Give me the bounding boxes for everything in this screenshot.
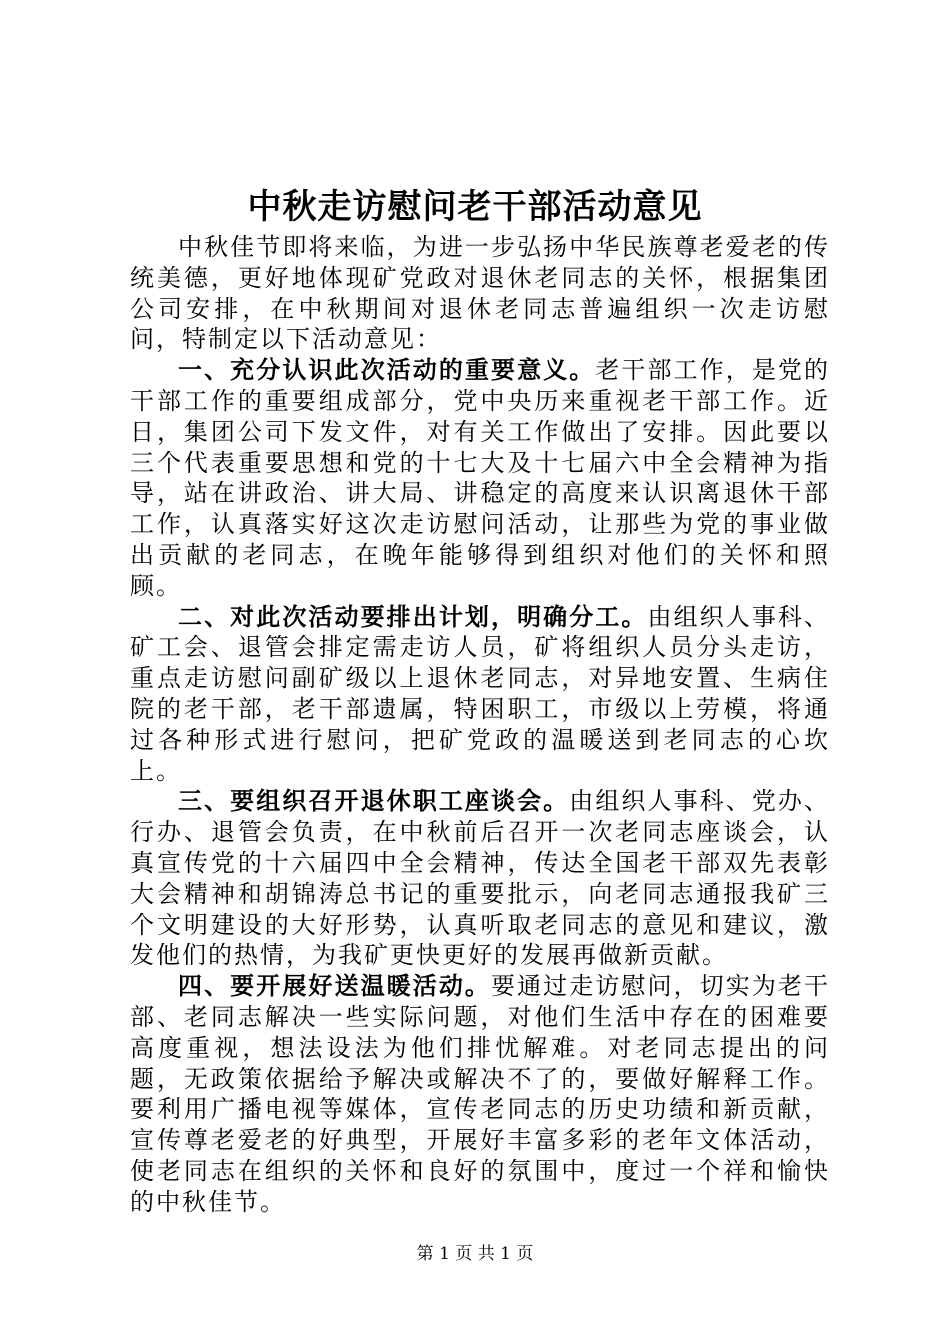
section-paragraph-1 <box>130 355 830 601</box>
section-text-2: 由组织人事科、矿工会、退管会排定需走访人员，矿将组织人员分头走访，重点走访慰问副矿级以上退休老同志，对异地安置、生病住院的老干部，老干部遗属，特困职工，市级以上劳模，将通过各种形式进行慰问，把矿党政的温暖送到老同志的心坎上。 <box>130 602 830 785</box>
section-paragraph-3 <box>130 786 830 971</box>
section-paragraph-2 <box>130 602 830 787</box>
section-text-4: 要通过走访慰问，切实为老干部、老同志解决一些实际问题，对他们生活中存在的困难要高度重视，想法设法为他们排忧解难。对老同志提出的问题，无政策依据给予解决或解决不了的，要做好解释工作。要利用广播电视等媒体，宣传老同志的历史功绩和新贡献，宣传尊老爱老的好典型，开展好丰富多彩的老年文体活动，使老同志在组织的关怀和良好的氛围中，度过一个祥和愉快的中秋佳节。 <box>130 972 830 1216</box>
section-heading-4: 四、要开展好送温暖活动。 <box>178 972 491 1001</box>
section-heading-2: 二、对此次活动要排出计划，明确分工。 <box>178 602 648 631</box>
section-paragraph-4 <box>130 971 830 1217</box>
document-title: 中秋走访慰问老干部活动意见 <box>247 187 703 227</box>
section-text-3: 由组织人事科、党办、行办、退管会负责，在中秋前后召开一次老同志座谈会，认真宣传党的十六届四中全会精神，传达全国老干部双先表彰大会精神和胡锦涛总书记的重要批示，向老同志通报我矿三个文明建设的大好形势，认真听取老同志的意见和建议，激发他们的热情，为我矿更快更好的发展再做新贡献。 <box>130 787 830 970</box>
document-body <box>130 232 830 1218</box>
section-heading-3: 三、要组织召开退休职工座谈会。 <box>178 787 570 816</box>
section-heading-1: 一、充分认识此次活动的重要意义。 <box>178 356 596 385</box>
page-number-footer: 第 1 页 共 1 页 <box>416 1244 534 1264</box>
intro-paragraph: 中秋佳节即将来临，为进一步弘扬中华民族尊老爱老的传统美德，更好地体现矿党政对退休老同志的关怀，根据集团公司安排，在中秋期间对退休老同志普遍组织一次走访慰问，特制定以下活动意见： <box>130 233 830 354</box>
section-text-1: 老干部工作，是党的干部工作的重要组成部分，党中央历来重视老干部工作。近日，集团公司下发文件，对有关工作做出了安排。因此要以三个代表重要思想和党的十七大及十七届六中全会精神为指导，站在讲政治、讲大局、讲稳定的高度来认识离退休干部工作，认真落实好这次走访慰问活动，让那些为党的事业做出贡献的老同志，在晚年能够得到组织对他们的关怀和照顾。 <box>130 356 831 600</box>
